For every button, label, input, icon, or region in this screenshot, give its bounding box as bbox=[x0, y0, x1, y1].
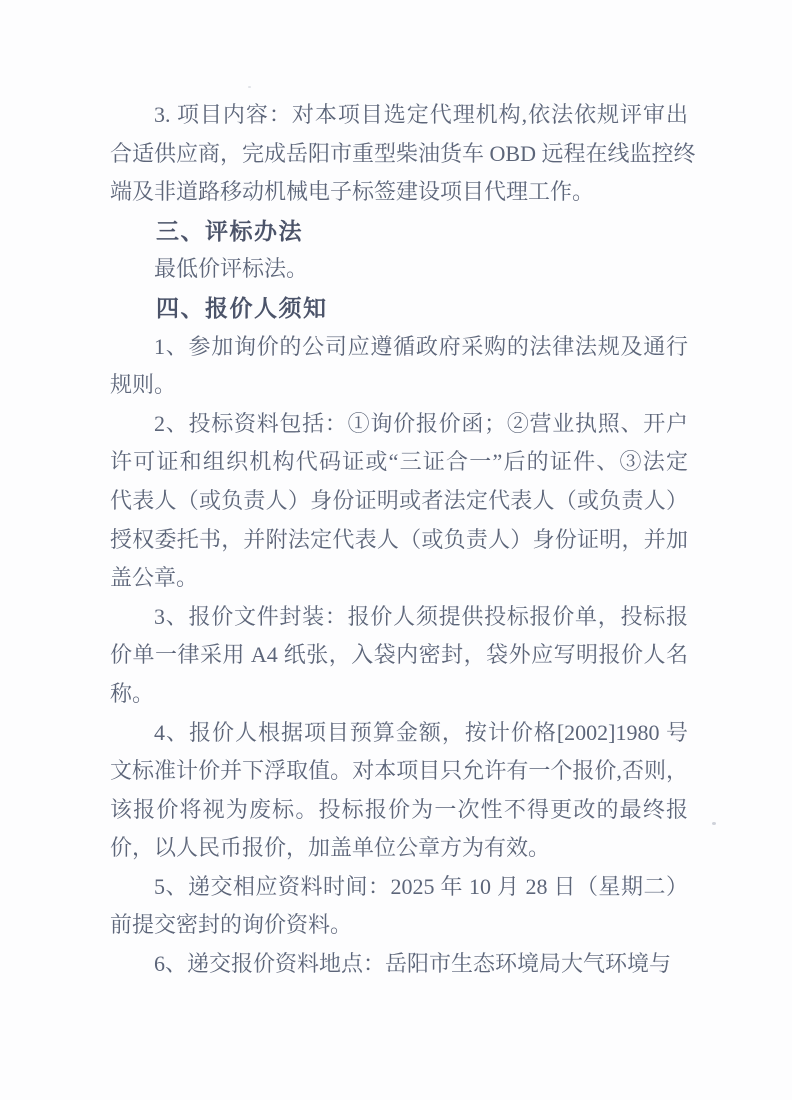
doc-line: 合适供应商，完成岳阳市重型柴油货车 OBD 远程在线监控终 bbox=[110, 140, 696, 166]
section-heading-evaluation-method: 三、评标办法 bbox=[156, 217, 303, 244]
doc-line: 4、报价人根据项目预算金额，按计价格[2002]1980 号 bbox=[154, 719, 688, 745]
doc-line: 许可证和组织机构代码证或“三证合一”后的证件、③法定 bbox=[110, 449, 688, 475]
doc-line: 规则。 bbox=[110, 372, 177, 398]
doc-line: 代表人（或负责人）身份证明或者法定代表人（或负责人） bbox=[110, 487, 688, 513]
doc-line: 称。 bbox=[110, 680, 155, 706]
doc-line: 文标准计价并下浮取值。对本项目只允许有一个报价,否则， bbox=[110, 758, 688, 784]
scan-speck bbox=[712, 822, 716, 825]
doc-line: 3、报价文件封装：报价人须提供投标报价单，投标报 bbox=[154, 603, 688, 629]
doc-line: 5、递交相应资料时间：2025 年 10 月 28 日（星期二） bbox=[154, 873, 688, 899]
section-heading-bidder-notice: 四、报价人须知 bbox=[156, 294, 328, 321]
doc-line: 该报价将视为废标。投标报价为一次性不得更改的最终报 bbox=[110, 796, 688, 822]
doc-line: 授权委托书，并附法定代表人（或负责人）身份证明，并加 bbox=[110, 526, 688, 552]
doc-line: 3. 项目内容：对本项目选定代理机构,依法依规评审出 bbox=[154, 102, 688, 127]
scan-speck bbox=[248, 86, 251, 88]
doc-line: 盖公章。 bbox=[110, 565, 199, 591]
doc-line: 6、递交报价资料地点：岳阳市生态环境局大气环境与 bbox=[154, 951, 672, 977]
doc-line: 最低价评标法。 bbox=[154, 256, 309, 282]
doc-line: 价，以人民币报价，加盖单位公章方为有效。 bbox=[110, 835, 551, 861]
doc-line: 端及非道路移动机械电子标签建设项目代理工作。 bbox=[110, 179, 595, 205]
doc-line: 2、投标资料包括：①询价报价函；②营业执照、开户 bbox=[154, 410, 688, 436]
doc-line: 1、参加询价的公司应遵循政府采购的法律法规及通行 bbox=[154, 333, 688, 359]
doc-line: 前提交密封的询价资料。 bbox=[110, 912, 353, 938]
doc-line: 价单一律采用 A4 纸张，入袋内密封，袋外应写明报价人名 bbox=[110, 642, 688, 668]
